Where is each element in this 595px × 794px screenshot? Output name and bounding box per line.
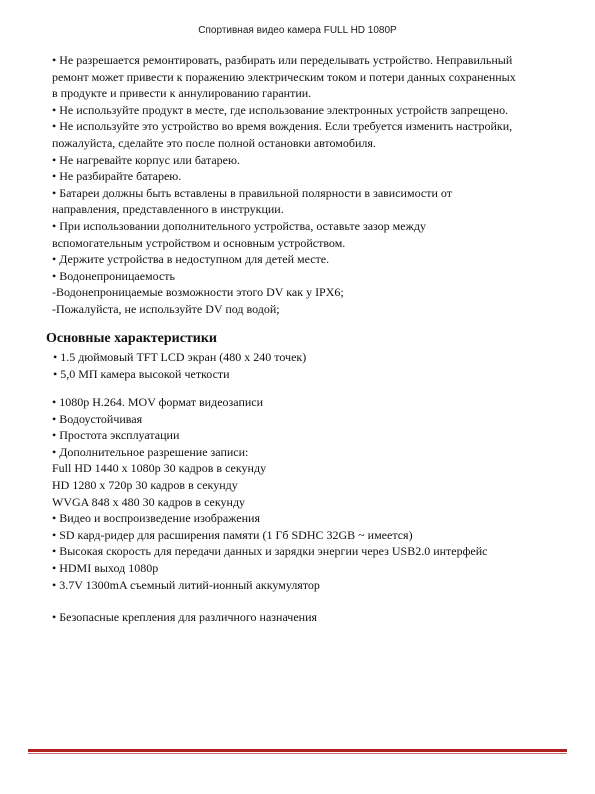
warning-line: • Водонепроницаемость xyxy=(52,268,572,285)
warning-line: -Пожалуйста, не используйте DV под водой; xyxy=(52,301,280,316)
warning-line: -Водонепроницаемые возможности этого DV как у IPX6; xyxy=(52,285,344,300)
page-header-title: Спортивная видео камера FULL HD 1080P xyxy=(198,25,397,36)
feature-line: • Высокая скорость для передачи данных и зарядки энергии через USB2.0 интерфейс xyxy=(52,543,572,560)
feature-line: Full HD 1440 x 1080p 30 кадров в секунду xyxy=(52,461,267,476)
feature-line: • Простота эксплуатации xyxy=(52,427,572,444)
warning-line: • Не разбирайте батарею. xyxy=(52,168,572,185)
warning-line: • Батареи должны быть вставлены в правильной полярности в зависимости от xyxy=(52,185,572,202)
feature-line: • 1080p H.264. MOV формат видеозаписи xyxy=(52,394,572,411)
footer-rule-thin xyxy=(28,753,567,754)
warning-line: • При использовании дополнительного устройства, оставьте зазор между xyxy=(52,218,572,235)
feature-line: • HDMI выход 1080p xyxy=(52,560,572,577)
warning-line: в продукте и привести к аннулированию гарантии. xyxy=(52,86,312,101)
features-list-main xyxy=(52,394,572,593)
feature-line: HD 1280 x 720p 30 кадров в секунду xyxy=(52,477,238,492)
feature-line: • 3.7V 1300mA съемный литий-ионный аккумулятор xyxy=(52,577,572,594)
warning-line: пожалуйста, сделайте это после полной остановки автомобиля. xyxy=(52,135,376,150)
feature-line: WVGA 848 x 480 30 кадров в секунду xyxy=(52,494,246,509)
warning-line: ремонт может привести к поражению электрическим током и потери данных сохраненных xyxy=(52,69,516,84)
feature-line: • 5,0 МП камера высокой четкости xyxy=(53,366,573,383)
feature-line: • 1.5 дюймовый TFT LCD экран (480 x 240 точек) xyxy=(53,349,573,366)
warning-line: вспомогательным устройством и основным устройством. xyxy=(52,235,346,250)
feature-line: • Видео и воспроизведение изображения xyxy=(52,510,572,527)
feature-line: • Дополнительное разрешение записи: xyxy=(52,444,572,461)
feature-line: • SD кард-ридер для расширения памяти (1 Гб SDHC 32GB ~ имеется) xyxy=(52,527,572,544)
feature-line: • Безопасные крепления для различного назначения xyxy=(52,609,572,626)
warning-line: • Не используйте это устройство во время вождения. Если требуется изменить настройки, xyxy=(52,118,572,135)
footer-rule xyxy=(28,749,567,752)
warning-line: • Не разрешается ремонтировать, разбирать или переделывать устройство. Неправильный xyxy=(52,52,572,69)
features-list-top xyxy=(53,349,573,382)
warning-line: направления, представленного в инструкции. xyxy=(52,202,284,217)
warning-line: • Не используйте продукт в месте, где использование электронных устройств запрещено. xyxy=(52,102,572,119)
safety-warnings-list xyxy=(52,52,572,318)
feature-line: • Водоустойчивая xyxy=(52,411,572,428)
warning-line: • Не нагревайте корпус или батарею. xyxy=(52,152,572,169)
features-list-last xyxy=(52,609,572,626)
section-heading: Основные характеристики xyxy=(46,331,217,346)
warning-line: • Держите устройства в недоступном для детей месте. xyxy=(52,251,572,268)
